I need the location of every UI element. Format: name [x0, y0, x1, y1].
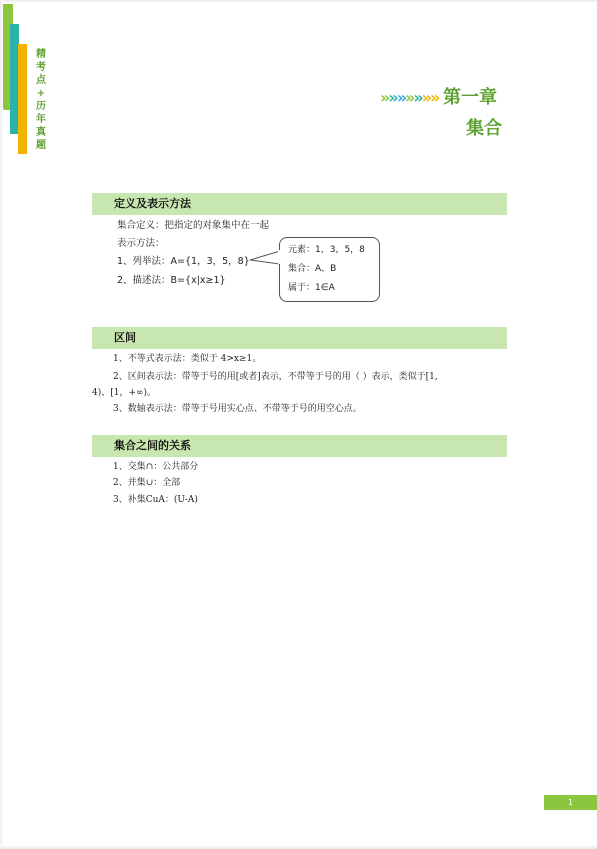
- definition-line: 集合定义：把指定的对象集中在一起: [117, 220, 270, 231]
- union-line: 2、并集∪：全部: [113, 478, 181, 488]
- decor-bar-yellow: [18, 44, 27, 154]
- interval-notation: 2、区间表示法：带等于号的用[或者]表示，不带等于号的用（ ）表示，类似于[1,: [113, 372, 438, 382]
- callout-box: [279, 237, 380, 302]
- side-vertical-label: 精 考 点 + 历 年 真 题: [36, 49, 46, 151]
- chevron-icon: »: [413, 88, 424, 107]
- chevron-icon: »: [430, 88, 441, 107]
- section-header-relations: [92, 435, 507, 457]
- page-left-edge: [0, 0, 4, 849]
- chevron-icon: »: [396, 88, 408, 107]
- inequality-notation: 1、不等式表示法：类似于 4>x≥1。: [113, 354, 262, 364]
- chapter-subtitle: 集合: [466, 118, 502, 139]
- callout-joint: [278, 250, 281, 264]
- interval-notation-continued: 4)、[1，+∞)。: [92, 388, 157, 398]
- page-number: 1: [567, 798, 574, 807]
- page-top-edge: [0, 0, 597, 3]
- section-header-interval: [92, 327, 507, 349]
- callout-sets: 集合：A、B: [288, 264, 337, 274]
- section-header-text: 定义及表示方法: [114, 197, 191, 210]
- intersection-line: 1、交集∩：公共部分: [113, 462, 199, 472]
- callout-elements: 元素：1，3，5，8: [288, 245, 365, 255]
- page-number-badge: [544, 795, 597, 810]
- page-bottom-edge: [0, 845, 597, 849]
- section-header-text: 区间: [114, 331, 136, 344]
- callout-membership: 属于：1∈A: [288, 283, 335, 293]
- callout-pointer: [248, 249, 282, 267]
- chevron-icon: »: [405, 88, 416, 107]
- enumeration-method: 1、列举法：A={1，3，5，8}: [117, 256, 250, 267]
- section-header-text: 集合之间的关系: [114, 439, 191, 452]
- representation-label: 表示方法：: [117, 238, 165, 249]
- description-method: 2、描述法：B={x|x≥1}: [117, 275, 226, 286]
- section-header-definition: [92, 193, 507, 215]
- chevron-icon: »: [380, 88, 391, 107]
- chevron-icon: »: [421, 88, 433, 107]
- chevron-arrows-icon: [380, 88, 441, 108]
- chevron-icon: »: [388, 88, 399, 107]
- chapter-title: 第一章: [443, 87, 497, 108]
- number-line-notation: 3、数轴表示法：带等于号用实心点、不带等于号的用空心点。: [113, 404, 362, 414]
- complement-line: 3、补集CuA：(U-A): [113, 495, 198, 505]
